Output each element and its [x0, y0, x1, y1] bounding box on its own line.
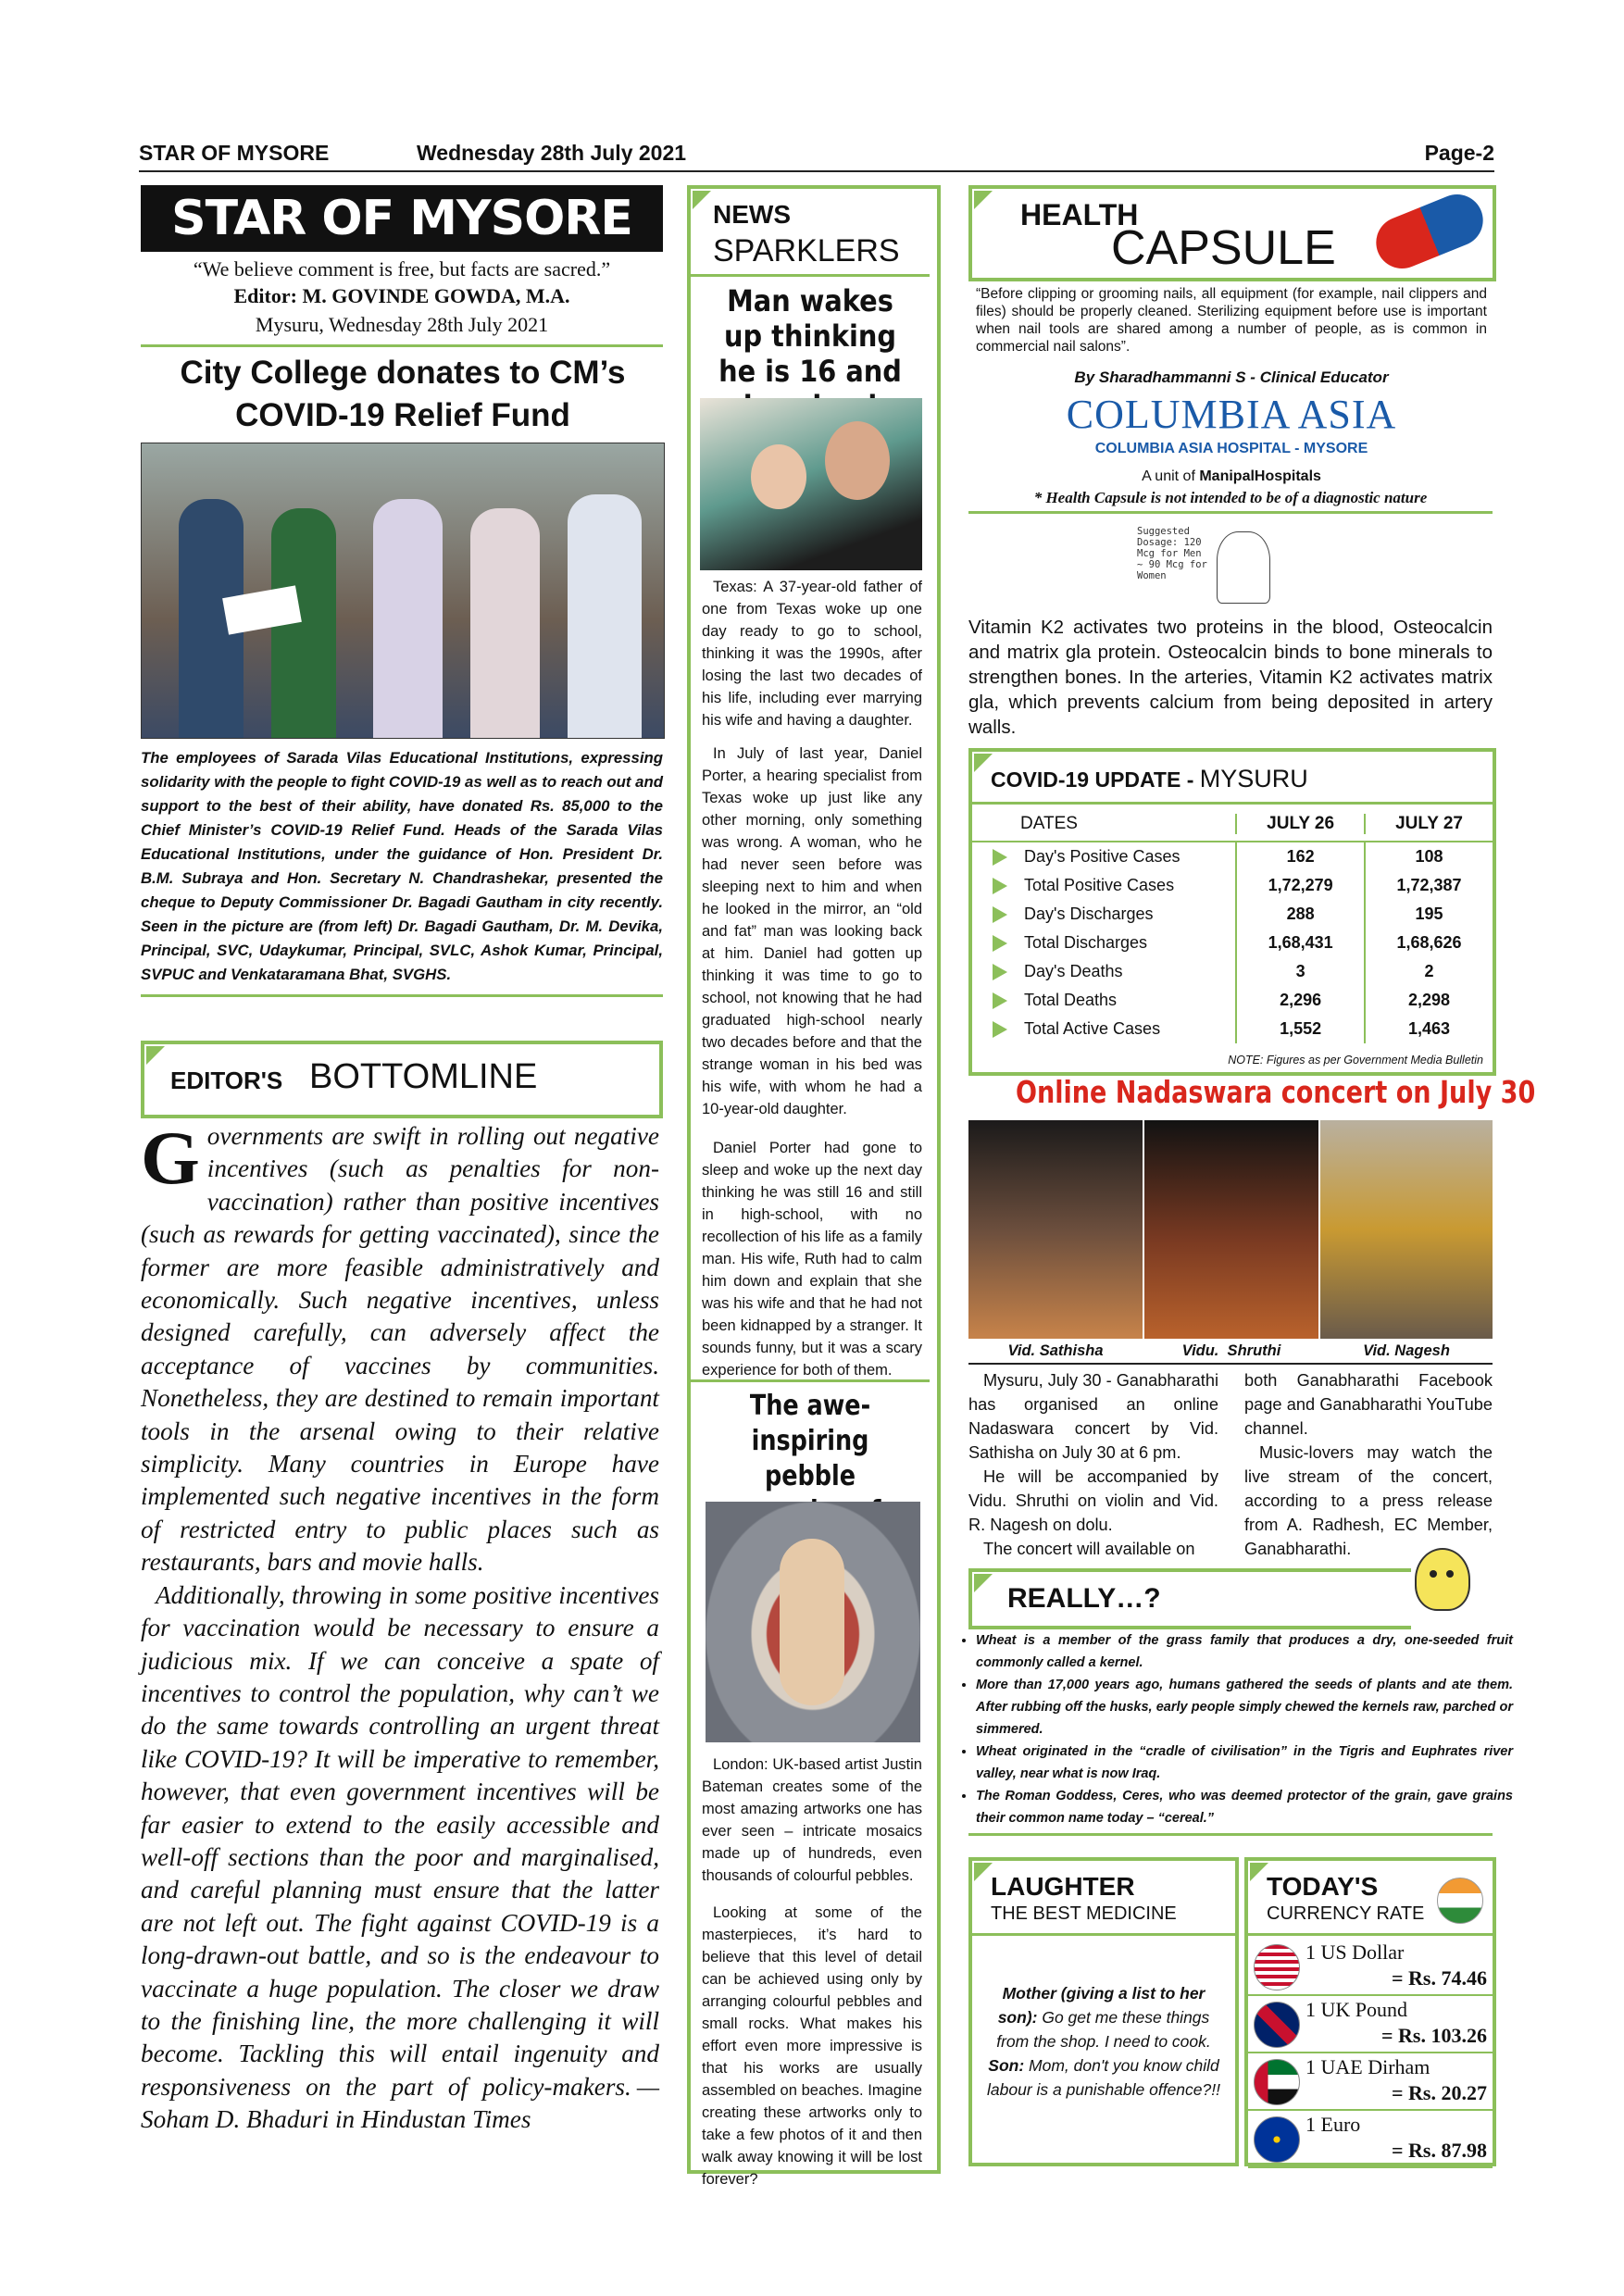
corner-flag — [693, 191, 711, 209]
concert-photo-1 — [968, 1120, 1143, 1339]
face — [825, 421, 890, 500]
health-disclaimer: * Health Capsule is not intended to be of a diagnostic nature — [968, 489, 1493, 514]
concert-p3: The concert will available on — [983, 1540, 1195, 1558]
covid-row-label: Day's Deaths — [1024, 962, 1123, 980]
covid-row-july27: 1,68,626 — [1364, 929, 1493, 957]
really-label-box — [968, 1568, 1411, 1629]
covid-row-label: Day's Positive Cases — [1024, 847, 1181, 866]
covid-row-july27: 195 — [1364, 900, 1493, 929]
row-bullet-icon — [993, 964, 1007, 980]
currency-name: 1 US Dollar — [1305, 1940, 1405, 1964]
currency-value: = Rs. 74.46 — [1392, 1966, 1487, 1990]
really-item: • Wheat originated in the “cradle of civilisation” in the Tigris and Euphrates river valley, near what is now Iraq. — [976, 1741, 1513, 1785]
col-july27: JULY 27 — [1364, 814, 1493, 834]
concert-caption-3: Vid. Nagesh — [1363, 1342, 1450, 1359]
story2-headline: The awe-inspiring pebble — [749, 1390, 871, 1492]
concert-p2: He will be accompanied by Vidu. Shruthi on violin and Vid. R. Nagesh on dolu. — [968, 1467, 1218, 1534]
concert-caption-rule — [968, 1363, 1493, 1365]
editorial-credit: — Soham D. Bhaduri in Hindustan Times — [141, 2072, 659, 2134]
covid-row-july27: 108 — [1364, 842, 1493, 871]
hospital-logo: COLUMBIA ASIA — [1066, 392, 1397, 437]
row-bullet-icon — [993, 935, 1007, 952]
capsule-icon — [1368, 187, 1491, 277]
really-item: • More than 17,000 years ago, humans gathered the seeds of plants and ate them. After rubbing off the husks, early people simply chewed the kernels raw, parched or simmered. — [976, 1674, 1513, 1741]
concert-caption-1: Vid. Sathisha — [1007, 1342, 1104, 1359]
currency-rule — [1248, 1933, 1493, 1936]
covid-note: NOTE: Figures as per Government Media Bulletin — [1228, 1054, 1483, 1067]
masthead-dateline: Mysuru, Wednesday 28th July 2021 — [141, 313, 663, 347]
health-body: Vitamin K2 activates two proteins in the blood, Osteocalcin and matrix gla protein. Osteocalcin binds to bone minerals to strengthen bones. In the arteries, Vitamin K2 activates matrix gla, which prevents calcium from being deposited in artery walls. — [968, 617, 1493, 738]
editorial-label-big: BOTTOMLINE — [309, 1057, 538, 1096]
corner-flag — [974, 191, 993, 209]
row-bullet-icon — [993, 878, 1007, 894]
currency-value: = Rs. 87.98 — [1392, 2139, 1487, 2162]
masthead-quote: “We believe comment is free, but facts are sacred.” — [193, 257, 611, 281]
health-byline: By Sharadhammanni S - Clinical Educator — [1074, 368, 1389, 386]
covid-row — [972, 871, 1493, 900]
unit-name: ManipalHospitals — [1199, 468, 1321, 484]
health-label-top: HEALTH — [1020, 198, 1139, 231]
story-divider — [691, 1379, 930, 1382]
covid-row-label: Total Discharges — [1024, 933, 1148, 952]
story2-paragraph-1: London: UK-based artist Justin Bateman creates some of the most amazing artworks one has ever seen – intricate mosaics made up of hundreds, even thousands of colourful pebbles. — [702, 1756, 922, 1884]
unit-prefix: A unit of — [1142, 468, 1195, 484]
currency-rate-row — [1248, 2111, 1493, 2168]
running-header — [139, 139, 1494, 172]
concert-p1: Mysuru, July 30 - Ganabharathi has organised an online Nadaswara concert by Vid. Sathisha on July 30 at 6 pm. — [968, 1371, 1218, 1462]
covid-title-light: MYSURU — [1199, 765, 1308, 792]
covid-row — [972, 900, 1493, 929]
currency-name: 1 UK Pound — [1305, 1998, 1408, 2021]
corner-flag — [1250, 1863, 1268, 1881]
header-page: Page-2 — [1424, 141, 1494, 165]
hospital-name: COLUMBIA ASIA HOSPITAL - MYSORE — [1094, 441, 1368, 456]
covid-row — [972, 986, 1493, 1015]
covid-title-bold: COVID-19 UPDATE - — [991, 767, 1194, 792]
laughter-label-top: LAUGHTER — [991, 1872, 1135, 1901]
bulb-eye — [1446, 1570, 1454, 1578]
bulb-eye — [1430, 1570, 1437, 1578]
lead-headline: City College donates to CM’s COVID-19 Relief Fund — [180, 355, 626, 433]
country-flag-icon — [1254, 2116, 1300, 2163]
really-list — [954, 1629, 1513, 1829]
covid-row-july27: 2,298 — [1364, 986, 1493, 1015]
currency-name: 1 Euro — [1305, 2113, 1361, 2136]
masthead-banner — [141, 185, 663, 252]
concert-photo-3 — [1320, 1120, 1493, 1339]
health-intro: “Before clipping or grooming nails, all equipment (for example, nail clippers and files) should be properly cleaned. Sterilizing equipment before use is important when nail tools are shared among a number of people, as is common in commercial nail salons”. — [976, 286, 1487, 355]
story1-paragraph-2: In July of last year, Daniel Porter, a hearing specialist from Texas woke up just like any other morning, only something was wrong. A woman, who he had never seen before was sleeping next to him and when he looked in the mirror, an “old and fat” man was looking back at him. Daniel had gotten up thinking it was time to go to school, not knowing that he had graduated high-school nearly two decades before and that the strange woman in his bed was his wife, with whom he had a 10-year-old daughter. — [702, 745, 922, 1117]
health-label-box — [968, 185, 1496, 281]
concert-headline: Online Nadaswara concert on July 30 — [1015, 1074, 1536, 1110]
india-flag-icon — [1437, 1878, 1483, 1924]
laughter-joke — [981, 1981, 1226, 2102]
sparklers-label-box — [691, 189, 930, 277]
story1-headline: Man wakes up thinking he is 16 and — [718, 283, 902, 389]
laughter-box — [968, 1857, 1239, 2166]
col-dates: DATES — [1020, 814, 1078, 833]
corner-flag — [974, 1574, 993, 1592]
covid-row-label: Total Deaths — [1024, 991, 1118, 1009]
lead-caption: The employees of Sarada Vilas Educational Institutions, expressing solidarity with the people to fight COVID-19 as well as to reach out and support to the best of their ability, have donated Rs. 85,000 to the Chief Minister’s COVID-19 Relief Fund. Heads of the Sarada Vilas Educational Institutions, under the guidance of Hon. President Dr. B.M. Subraya and Hon. Secretary N. Chandrashekar, presented the cheque to Deputy Commissioner Dr. Bagadi Gautham in city recently. Seen in the picture are (from left) Dr. Bagadi Gautham, Dr. M. Devika, Principal, SVC, Udaykumar, Principal, SVLC, Ashok Kumar, Principal, SVPUC and Venkataramana Bhat, SVGHS. — [141, 746, 663, 997]
covid-table — [972, 807, 1493, 1043]
laughter-rule — [972, 1933, 1235, 1936]
row-bullet-icon — [993, 906, 1007, 923]
covid-update-box — [968, 748, 1496, 1076]
editorial-paragraph-2: Additionally, throwing in some positive incentives for vaccination would be necessary to ensure a judicious mix. If we can conceive a spate of incentives to control the population, why can’t we do the same towards controlling an urgent threat like COVID-19? It will be imperative to remember, however, that even government incentives will be far easier to extend to the easily accessible and well-off sections than the poor and marginalised, and careful planning must ensure that the latter are not left out. The fight against COVID-19 is a long-drawn-out battle, and so is the endeavour to vaccinate a huge population. The closer we draw to the finishing line, the more challenging it will become. Tackling this will entail ingenuity and responsiveness on the part of policy-makers. — [141, 1580, 659, 2101]
sketch-figure — [1217, 531, 1270, 604]
hospital-unit — [976, 468, 1487, 485]
really-item: • The Roman Goddess, Ceres, who was deemed protector of the grain, gave grains their common name today – “cereal.” — [976, 1785, 1513, 1829]
covid-row-july26: 1,68,431 — [1235, 929, 1364, 957]
country-flag-icon — [1254, 2059, 1300, 2105]
row-bullet-icon — [993, 849, 1007, 866]
really-bottom-rule — [968, 1833, 1493, 1836]
person-silhouette — [470, 508, 540, 738]
person-silhouette — [568, 494, 642, 738]
concert-p4: both Ganabharathi Facebook page and Ganabharathi YouTube channel. — [1244, 1371, 1493, 1438]
dosage-sketch — [1137, 526, 1276, 605]
covid-row — [972, 929, 1493, 957]
sketch-text: Suggested Dosage: 120 Mcg for Men ~ 90 Mcg for Women — [1137, 526, 1207, 581]
header-paper: STAR OF MYSORE — [139, 141, 330, 165]
covid-header-row — [972, 807, 1493, 842]
covid-row-july26: 162 — [1235, 842, 1364, 871]
country-flag-icon — [1254, 2002, 1300, 2048]
covid-row-july26: 1,72,279 — [1235, 871, 1364, 900]
masthead-editor: Editor: M. GOVINDE GOWDA, M.A. — [233, 284, 570, 307]
editorial-label-small: EDITOR'S — [170, 1067, 283, 1094]
corner-flag — [974, 754, 993, 772]
covid-row-july26: 288 — [1235, 900, 1364, 929]
story1-paragraph-1: Texas: A 37-year-old father of one from Texas woke up one day ready to go to school, thinking it was the 1990s, after losing the last two decades of his life, including ever marrying his wife and having a daughter. — [702, 579, 922, 729]
covid-row — [972, 1015, 1493, 1043]
covid-rows — [972, 842, 1493, 1043]
lead-photo — [141, 443, 665, 739]
story1-paragraph-3: Daniel Porter had gone to sleep and woke up the next day thinking he was still 16 and still in high-school, with no recollection of his life as a family man. His wife, Ruth had to calm him down and explain that she was his wife and that he had not been kidnapped by a stranger. It sounds funny, but it was a scary experience for both of them. — [702, 1140, 922, 1379]
currency-name: 1 UAE Dirham — [1305, 2055, 1430, 2078]
concert-col-1 — [968, 1368, 1218, 1561]
covid-row-july27: 2 — [1364, 957, 1493, 986]
sparklers-label-top: NEWS — [713, 200, 791, 229]
editorial-dropcap: G — [141, 1116, 200, 1200]
row-bullet-icon — [993, 992, 1007, 1009]
header-date: Wednesday 28th July 2021 — [417, 141, 687, 165]
currency-rate-row — [1248, 1939, 1493, 1996]
covid-row-july26: 1,552 — [1235, 1015, 1364, 1043]
story2-photo — [706, 1502, 920, 1742]
currency-label-bottom: CURRENCY RATE — [1267, 1903, 1425, 1924]
mosaic-figure — [780, 1539, 844, 1705]
currency-box — [1244, 1857, 1496, 2166]
editorial-paragraph-1: overnments are swift in rolling out negative incentives (such as penalties for non-vaccination) rather than positive incentives (such as rewards for getting vaccinated), since the former are more feasible administratively and economically. Such negative incentives, unless designed carefully, can adversely affect the acceptance of vaccines by communities. Nonetheless, they are destined to remain important tools in the arsenal owing to their relative simplicity. Many countries in Europe have implemented such negative incentives in the form of restricted entry to public places such as restaurants, bars and movie halls. — [141, 1122, 659, 1577]
covid-row-july26: 2,296 — [1235, 986, 1364, 1015]
covid-row-july27: 1,72,387 — [1364, 871, 1493, 900]
joke-line-2: Mom, don't you know child labour is a punishable offence?!! — [987, 2056, 1220, 2099]
currency-rows — [1248, 1939, 1493, 2168]
covid-row-label: Total Active Cases — [1024, 1019, 1161, 1038]
currency-value: = Rs. 103.26 — [1381, 2024, 1487, 2047]
editorial-body — [141, 1116, 659, 2137]
covid-row-label: Total Positive Cases — [1024, 876, 1175, 894]
concert-caption-2: Vidu. Shruthi — [1181, 1342, 1281, 1359]
concert-col-2 — [1244, 1368, 1493, 1561]
currency-rate-row — [1248, 1996, 1493, 2053]
sparklers-label-bottom: SPARKLERS — [713, 233, 900, 268]
covid-title-rule — [972, 802, 1493, 805]
col-july26: JULY 26 — [1235, 814, 1364, 834]
row-bullet-icon — [993, 1021, 1007, 1038]
concert-photo-2 — [1144, 1120, 1318, 1339]
joke-speaker-1: Mother (giving a list to her son): — [997, 1984, 1206, 2027]
bulb-icon — [1415, 1548, 1470, 1611]
story1-photo — [700, 398, 922, 570]
covid-row-label: Day's Discharges — [1024, 905, 1154, 923]
joke-speaker-2: Son: — [988, 2056, 1025, 2075]
editorial-label-box — [141, 1041, 663, 1118]
corner-flag — [146, 1046, 165, 1065]
person-silhouette — [373, 499, 443, 738]
covid-row — [972, 842, 1493, 871]
really-label: REALLY…? — [1007, 1583, 1161, 1614]
currency-rate-row — [1248, 2053, 1493, 2111]
face — [751, 444, 806, 509]
corner-flag — [974, 1863, 993, 1881]
currency-label-top: TODAY'S — [1267, 1872, 1379, 1901]
covid-row-july27: 1,463 — [1364, 1015, 1493, 1043]
really-item: • Wheat is a member of the grass family that produces a dry, one-seeded fruit commonly called a kernel. — [976, 1629, 1513, 1674]
joke-line-1: Go get me these things from the shop. I need to cook. — [996, 2008, 1211, 2051]
covid-row — [972, 957, 1493, 986]
story2-paragraph-2: Looking at some of the masterpieces, it’s hard to believe that this level of detail can be achieved using only by arranging colourful pebbles and small rocks. What makes his effort even more impressive is that his works are usually assembled on beaches. Imagine creating these artworks only to take a few photos of it and then walk away knowing it will be lost forever? — [702, 1904, 922, 2188]
covid-row-july26: 3 — [1235, 957, 1364, 986]
currency-value: = Rs. 20.27 — [1392, 2081, 1487, 2104]
health-label-big: CAPSULE — [1111, 221, 1336, 275]
covid-title — [991, 765, 1308, 793]
laughter-label-bottom: THE BEST MEDICINE — [991, 1903, 1177, 1924]
masthead-title: STAR OF MYSORE — [171, 191, 632, 246]
country-flag-icon — [1254, 1944, 1300, 1990]
concert-p5: Music-lovers may watch the live stream of the concert, according to a press release from A. Radhesh, EC Member, Ganabharathi. — [1244, 1443, 1493, 1558]
